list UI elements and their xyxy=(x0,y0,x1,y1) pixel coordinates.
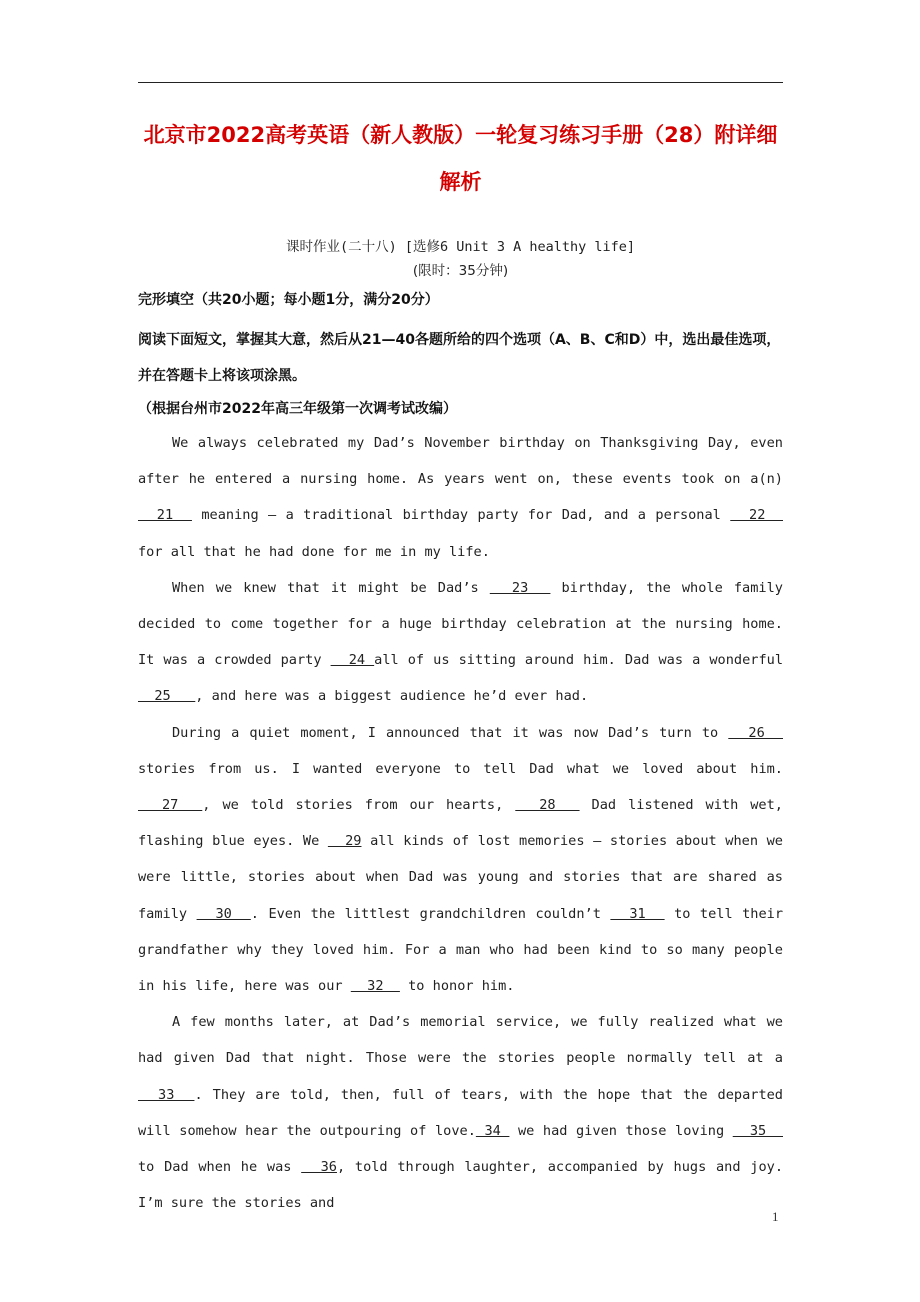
passage-text: stories from us. I wanted everyone to tell Dad what we loved about him. xyxy=(138,760,783,777)
blank-36: 36 xyxy=(301,1159,337,1176)
blank-23: 23 xyxy=(489,579,551,596)
passage-text: Dad listened with wet, flashing blue eyes. We xyxy=(138,797,783,850)
blank-27: 27 xyxy=(138,797,203,814)
passage-text: all kinds of lost memories – stories about when we were little, stories about when Dad was young and stories that are shared as family xyxy=(138,833,783,922)
passage-text: to Dad when he was xyxy=(138,1159,302,1176)
paragraph-4 xyxy=(138,1004,783,1221)
blank-31: 31 xyxy=(610,905,665,922)
passage-text: . They are told, then, full of tears, with the hope that the departed will somehow hear the outpouring of love. xyxy=(138,1086,783,1139)
passage-text: . Even the littlest grandchildren couldn’t xyxy=(250,905,611,922)
passage-text: all of us sitting around him. Dad was a wonderful xyxy=(374,652,783,669)
blank-25: 25 xyxy=(138,688,196,705)
time-limit: (限时：35分钟) xyxy=(412,263,509,279)
cloze-passage xyxy=(138,425,783,1221)
passage-source: （根据台州市2022年高三年级第一次调考试改编） xyxy=(138,401,457,417)
passage-text: , we told stories from our hearts, xyxy=(202,797,516,814)
passage-text: During a quiet moment, I announced that it was now Dad’s turn to xyxy=(172,724,729,741)
page-number: 1 xyxy=(772,1209,779,1224)
passage-text: , told through laughter, accompanied by hugs and joy. I’m sure the stories and xyxy=(138,1159,784,1212)
blank-34: 34 xyxy=(475,1122,510,1139)
passage-text: meaning – a traditional birthday party for Dad, and a personal xyxy=(191,507,731,524)
blank-35: 35 xyxy=(732,1122,783,1139)
document-title: 北京市2022高考英语（新人教版）一轮复习练习手册（28）附详细解析 xyxy=(143,123,778,194)
assignment-heading: 课时作业(二十八) [选修6 Unit 3 A healthy life] xyxy=(285,239,636,255)
paragraph-1 xyxy=(138,425,783,570)
passage-text: A few months later, at Dad’s memorial service, we fully realized what we had given Dad that night. Those were the stories people normally tell at a xyxy=(138,1014,783,1067)
passage-text: , and here was a biggest audience he’d ever had. xyxy=(195,688,589,705)
blank-30: 30 xyxy=(196,905,251,922)
blank-22: 22 xyxy=(730,507,783,524)
blank-21: 21 xyxy=(138,507,192,524)
blank-28: 28 xyxy=(515,797,580,814)
paragraph-2 xyxy=(138,570,783,715)
blank-26: 26 xyxy=(728,724,783,741)
passage-text: birthday, the whole family decided to come together for a huge birthday celebration at the nursing home. It was a crowded party xyxy=(138,579,783,669)
blank-32: 32 xyxy=(350,978,400,995)
passage-text: we had given those loving xyxy=(509,1122,733,1139)
passage-text: We always celebrated my Dad’s November birthday on Thanksgiving Day, even after he entered a nursing home. As years went on, these events took on a(n) xyxy=(138,435,783,488)
blank-29: 29 xyxy=(327,833,362,850)
passage-text: to tell their grandfather why they loved him. For a man who had been kind to so many people in his life, here was our xyxy=(138,905,784,995)
section-heading: 完形填空（共20小题；每小题1分，满分20分） xyxy=(138,292,439,308)
section-instructions: 阅读下面短文，掌握其大意，然后从21—40各题所给的四个选项（A、B、C和D）中，选出最佳选项，并在答题卡上将该项涂黑。 xyxy=(138,332,781,384)
passage-text: for all that he had done for me in my life. xyxy=(138,543,490,560)
blank-24: 24 xyxy=(330,652,375,669)
blank-33: 33 xyxy=(138,1086,195,1103)
passage-text: to honor him. xyxy=(399,978,515,995)
passage-text: When we knew that it might be Dad’s xyxy=(172,579,490,596)
paragraph-3 xyxy=(138,715,783,1005)
top-rule xyxy=(138,82,783,83)
